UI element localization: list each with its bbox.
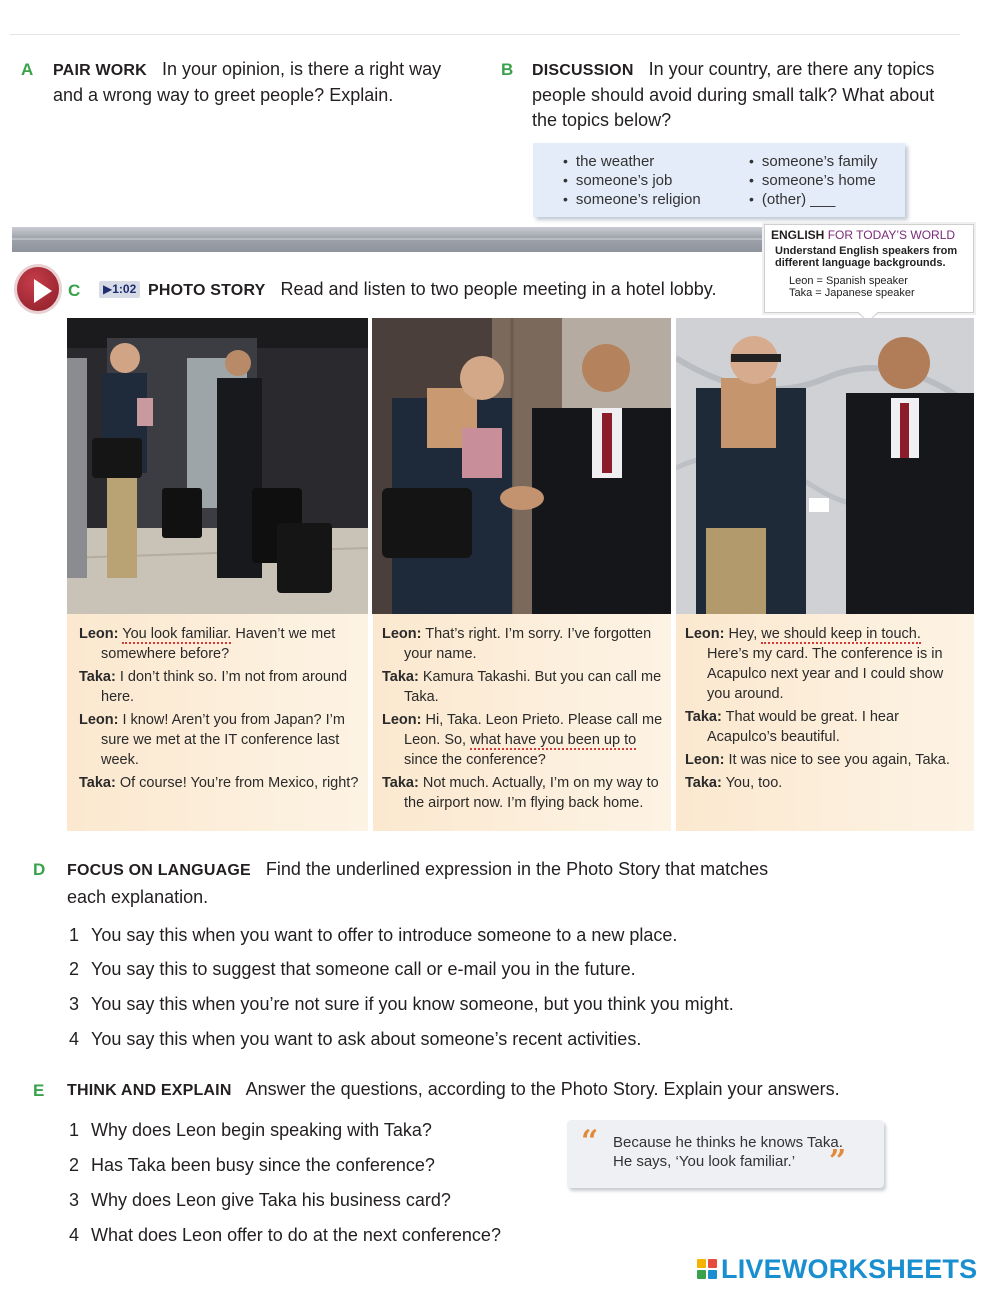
item-number: 1 [69,1120,80,1140]
dialog-line [79,624,360,664]
dialog-line [382,667,663,707]
speaker-name: Taka: [685,775,722,791]
speaker-name: Leon: [685,752,725,768]
topic-item: • someone’s religion [563,190,701,209]
dialog-text: Haven’t we met somewhere before? [101,626,336,662]
dialog-line [685,707,966,747]
question-e-3 [69,1189,451,1211]
example-answer-text [613,1133,843,1171]
dialog-text: since the conference? [404,752,546,768]
dialog-text: I don’t think so. I’m not from around here. [101,669,348,705]
question-d-1 [69,924,677,946]
underlined-expression: You look familiar. [122,626,232,642]
dialog-column-3 [676,614,974,831]
item-number: 3 [69,1190,80,1210]
speaker-name: Taka: [685,709,722,725]
topic-item: • someone’s family [749,152,878,171]
topic-item: • (other) ___ [749,190,878,209]
english-callout-title-sub: FOR TODAY’S WORLD [827,228,956,242]
section-d-line1: Find the underlined expression in the Photo Story that matches [265,859,769,879]
play-audio-button[interactable] [14,264,62,314]
liveworksheets-logo [697,1252,977,1286]
item-text: You say this when you want to ask about someone’s recent activities. [91,1029,642,1049]
section-e-heading: THINK AND EXPLAIN [67,1082,232,1099]
section-d-letter: D [33,860,46,879]
photo-1 [67,318,368,614]
section-b-line3: the topics below? [532,110,672,130]
speaker-name: Leon: [685,626,725,642]
section-d-text [67,856,887,911]
dialog-text: You, too. [725,775,783,791]
dialog-text: It was nice to see you again, Taka. [728,752,950,768]
dialog-text: I know! Aren’t you from Japan? I’m sure we met at the IT conference last week. [101,712,345,768]
speaker-taka: Taka = Japanese speaker [789,287,915,299]
speaker-leon: Leon = Spanish speaker [789,275,908,287]
topic-item: • someone’s job [563,171,701,190]
dialog-text: Hey, [728,626,762,642]
speaker-name: Leon: [382,626,422,642]
item-text: Why does Leon begin speaking with Taka? [91,1120,432,1140]
audio-track-number: 1:02 [112,282,137,296]
section-a-line1: In your opinion, is there a right way [161,59,442,79]
underlined-expression: what have you been up to [470,732,637,748]
item-text: You say this when you want to offer to introduce someone to a new place. [91,925,678,945]
section-a-text [53,57,483,108]
dialog-line [79,710,360,770]
item-text: What does Leon offer to do at the next conference? [91,1225,501,1245]
speaker-name: Taka: [79,775,116,791]
example-answer-line: He says, ‘You look familiar.’ [613,1153,796,1170]
section-d-line2: each explanation. [67,887,209,907]
speaker-name: Leon: [79,626,119,642]
section-a-heading: PAIR WORK [53,62,147,79]
topic-list-right [749,152,878,209]
speaker-name: Leon: [382,712,422,728]
item-number: 2 [69,959,80,979]
item-number: 3 [69,994,80,1014]
item-number: 2 [69,1155,80,1175]
item-text: Has Taka been busy since the conference? [91,1155,435,1175]
open-quote-icon: “ [581,1124,599,1159]
section-b-text [532,57,972,133]
example-answer-box [567,1120,884,1188]
dialog-text: That would be great. I hear Acapulco’s beautiful. [707,709,899,745]
section-c-text [148,277,768,303]
section-b-letter: B [501,60,514,79]
speaker-name: Taka: [79,669,116,685]
speaker-name: Taka: [382,669,419,685]
section-e-text [67,1077,967,1103]
section-a-letter: A [21,60,34,79]
item-number: 4 [69,1225,80,1245]
item-text: Why does Leon give Taka his business card? [91,1190,451,1210]
dialog-line [382,624,663,664]
logo-icon [697,1259,717,1279]
dialog-line [685,773,966,793]
topic-box [533,143,905,217]
underlined-expression: we should keep in touch. [761,626,921,642]
section-e-instruction: Answer the questions, according to the Photo Story. Explain your answers. [245,1079,840,1099]
dialog-text: That’s right. I’m sorry. I’ve forgotten your name. [404,626,652,662]
photo-2 [372,318,671,614]
section-b-heading: DISCUSSION [532,62,634,79]
section-c-instruction: Read and listen to two people meeting in a hotel lobby. [280,279,717,299]
close-quote-icon: ” [829,1144,847,1179]
section-b-line1: In your country, are there any topics [648,59,935,79]
top-rule [10,34,960,35]
dialog-text: Kamura Takashi. But you can call me Taka. [404,669,662,705]
dialog-line [79,667,360,707]
question-d-4 [69,1028,641,1050]
dialog-line [685,624,966,704]
dialog-text: Hi, Taka. Leon Prieto. Please call me Leon. So, [404,712,663,748]
divider-band [12,227,764,252]
item-number: 1 [69,925,80,945]
play-icon [34,279,52,303]
english-callout-title [771,228,955,242]
topic-item: • someone’s home [749,171,878,190]
question-e-1 [69,1119,432,1141]
topic-item: • the weather [563,152,701,171]
question-d-3 [69,993,734,1015]
dialog-column-2 [373,614,671,831]
english-callout-title-main: ENGLISH [771,228,825,242]
speaker-name: Leon: [79,712,119,728]
question-d-2 [69,958,636,980]
dialog-line [382,710,663,770]
dialog-line [382,773,663,813]
item-text: You say this to suggest that someone call or e-mail you in the future. [91,959,636,979]
section-c-heading: PHOTO STORY [148,282,266,299]
item-text: You say this when you’re not sure if you know someone, but you think you might. [91,994,734,1014]
section-a-line2: and a wrong way to greet people? Explain. [53,85,394,105]
dialog-line [685,750,966,770]
question-e-2 [69,1154,435,1176]
section-c-letter: C [68,281,81,300]
example-answer-line: Because he thinks he knows Taka. [613,1134,843,1151]
logo-text: LIVEWORKSHEETS [721,1253,978,1284]
english-callout-speakers [789,275,915,299]
question-e-4 [69,1224,501,1246]
section-d-heading: FOCUS ON LANGUAGE [67,862,251,879]
dialog-column-1 [67,614,368,831]
topic-list-left [563,152,701,209]
english-callout [764,224,974,313]
dialog-text: Here’s my card. The conference is in Acapulco next year and I could show you around. [707,646,944,702]
dialog-text: Of course! You’re from Mexico, right? [119,775,359,791]
dialog-text: Not much. Actually, I’m on my way to the airport now. I’m flying back home. [404,775,659,811]
item-number: 4 [69,1029,80,1049]
speaker-name: Taka: [382,775,419,791]
english-callout-text: Understand English speakers from different language backgrounds. [775,245,958,269]
dialog-line [79,773,360,793]
section-b-line2: people should avoid during small talk? What about [532,85,935,105]
section-e-letter: E [33,1081,45,1100]
audio-track-badge[interactable]: ▶1:02 [99,281,140,298]
photo-3 [676,318,974,614]
